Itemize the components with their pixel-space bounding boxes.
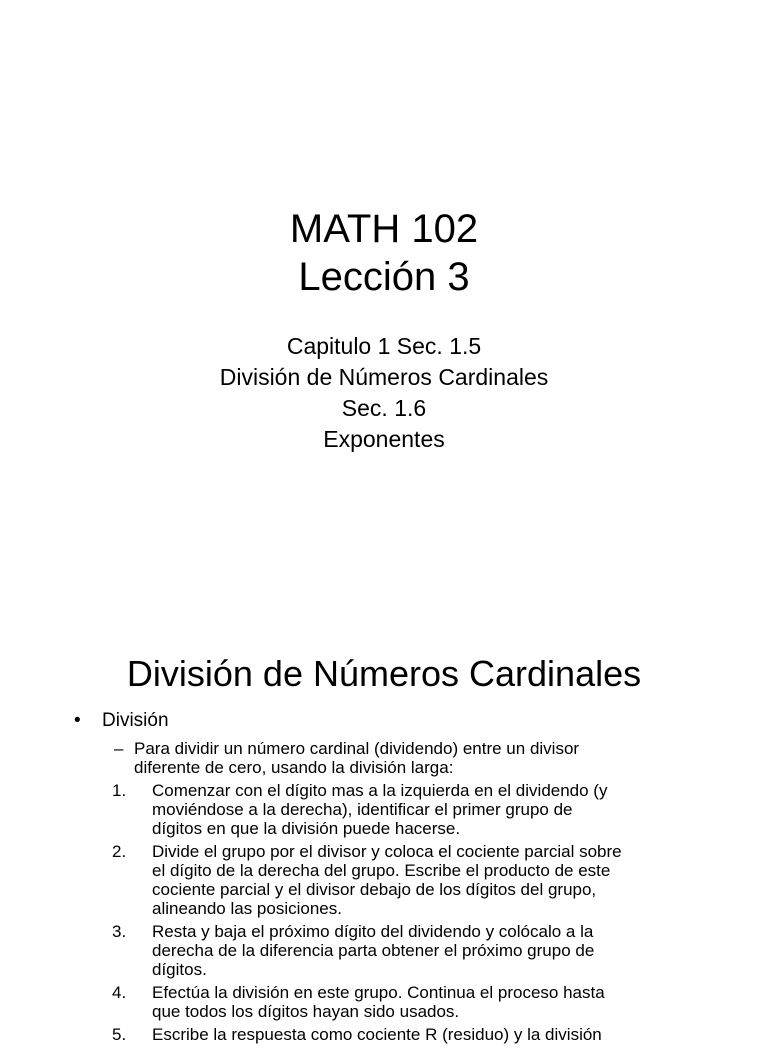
list-line: Resta y baja el próximo dígito del dividendo y colócalo a la	[152, 922, 594, 941]
title-line-1: MATH 102	[289, 207, 479, 251]
list-number: 3.	[112, 922, 127, 941]
list-line: Escribe la respuesta como cociente R (residuo) y la división	[152, 1025, 602, 1044]
slide-2	[0, 576, 768, 1044]
list-line: moviéndose a la derecha), identificar el primer grupo de	[152, 800, 573, 819]
subtitle-line: Sec. 1.6	[341, 395, 427, 421]
list-line: Comenzar con el dígito mas a la izquierda en el dividendo (y	[152, 781, 608, 800]
list-item	[74, 842, 704, 918]
bullet-marker: •	[74, 710, 81, 731]
list-line: que todos los dígitos hayan sido usados.	[152, 1002, 460, 1021]
list-number: 1.	[112, 781, 127, 800]
numbered-list	[74, 781, 704, 1044]
slide-2-title: División de Números Cardinales	[126, 653, 642, 694]
list-line: dígitos.	[152, 960, 207, 979]
list-line: Divide el grupo por el divisor y coloca el cociente parcial sobre	[152, 842, 622, 861]
list-number: 2.	[112, 842, 127, 861]
list-line: Efectúa la división en este grupo. Continua el proceso hasta	[152, 983, 605, 1002]
list-item	[74, 922, 704, 979]
dash-text-line: Para dividir un número cardinal (dividendo) entre un divisor	[134, 739, 580, 758]
list-number: 5.	[112, 1025, 127, 1044]
list-line: cociente parcial y el divisor debajo de los dígitos del grupo,	[152, 880, 597, 899]
subtitle-line: División de Números Cardinales	[219, 364, 549, 390]
slide-2-content	[74, 710, 704, 1048]
list-line: derecha de la diferencia parta obtener el próximo grupo de	[152, 941, 595, 960]
list-number: 4.	[112, 983, 127, 1002]
subtitle-line: Capitulo 1 Sec. 1.5	[286, 333, 482, 359]
list-item	[74, 983, 704, 1021]
subtitle-line: Exponentes	[323, 426, 445, 452]
list-line: el dígito de la derecha del grupo. Escribe el producto de este	[152, 861, 611, 880]
list-line: alineando las posiciones.	[152, 899, 342, 918]
dash-text-line: diferente de cero, usando la división larga:	[134, 758, 454, 777]
bullet-text: División	[102, 710, 169, 731]
list-item	[74, 781, 704, 838]
slide-1-title	[0, 205, 768, 301]
list-line: dígitos en que la división puede hacerse.	[152, 819, 461, 838]
list-item	[74, 1025, 704, 1044]
slide-1-subtitle	[0, 331, 768, 455]
bullet-item	[74, 710, 704, 732]
title-line-2: Lección 3	[298, 255, 470, 299]
dash-marker: –	[114, 739, 124, 758]
dash-item	[74, 739, 704, 777]
